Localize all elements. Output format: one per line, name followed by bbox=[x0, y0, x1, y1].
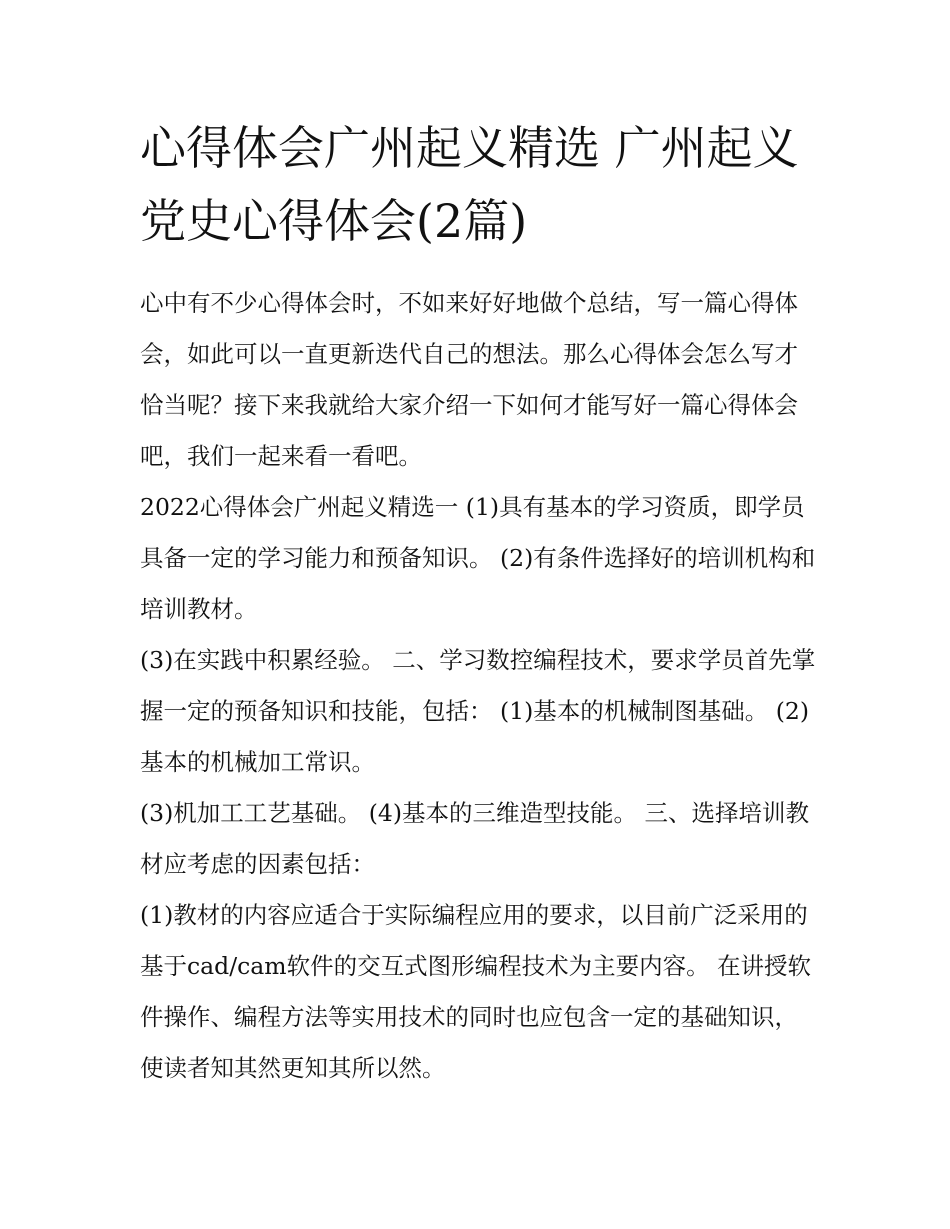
paragraph-prerequisites: (3)在实践中积累经验。 二、学习数控编程技术，要求学员首先掌握一定的预备知识和技能，包括： (1)基本的机械制图基础。 (2)基本的机械加工常识。 bbox=[140, 646, 816, 776]
document-title: 心得体会广州起义精选 广州起义党史心得体会(2篇) bbox=[140, 121, 799, 248]
document-body bbox=[140, 278, 820, 1094]
paragraph-textbook: (1)教材的内容应适合于实际编程应用的要求，以目前广泛采用的基于cad/cam软件的交互式图形编程技术为主要内容。 在讲授软件操作、编程方法等实用技术的同时也应包含一定的基础知识，使读者知其然更知其所以然。 bbox=[140, 901, 812, 1082]
paragraph-qualifications: 2022心得体会广州起义精选一 (1)具有基本的学习资质，即学员具备一定的学习能力和预备知识。 (2)有条件选择好的培训机构和培训教材。 bbox=[140, 493, 816, 623]
paragraph-intro: 心中有不少心得体会时，不如来好好地做个总结，写一篇心得体会，如此可以一直更新迭代自己的想法。那么心得体会怎么写才恰当呢？接下来我就给大家介绍一下如何才能写好一篇心得体会吧，我们一起来看一看吧。 bbox=[140, 289, 798, 470]
paragraph-skills: (3)机加工工艺基础。 (4)基本的三维造型技能。 三、选择培训教材应考虑的因素包括： bbox=[140, 799, 810, 878]
